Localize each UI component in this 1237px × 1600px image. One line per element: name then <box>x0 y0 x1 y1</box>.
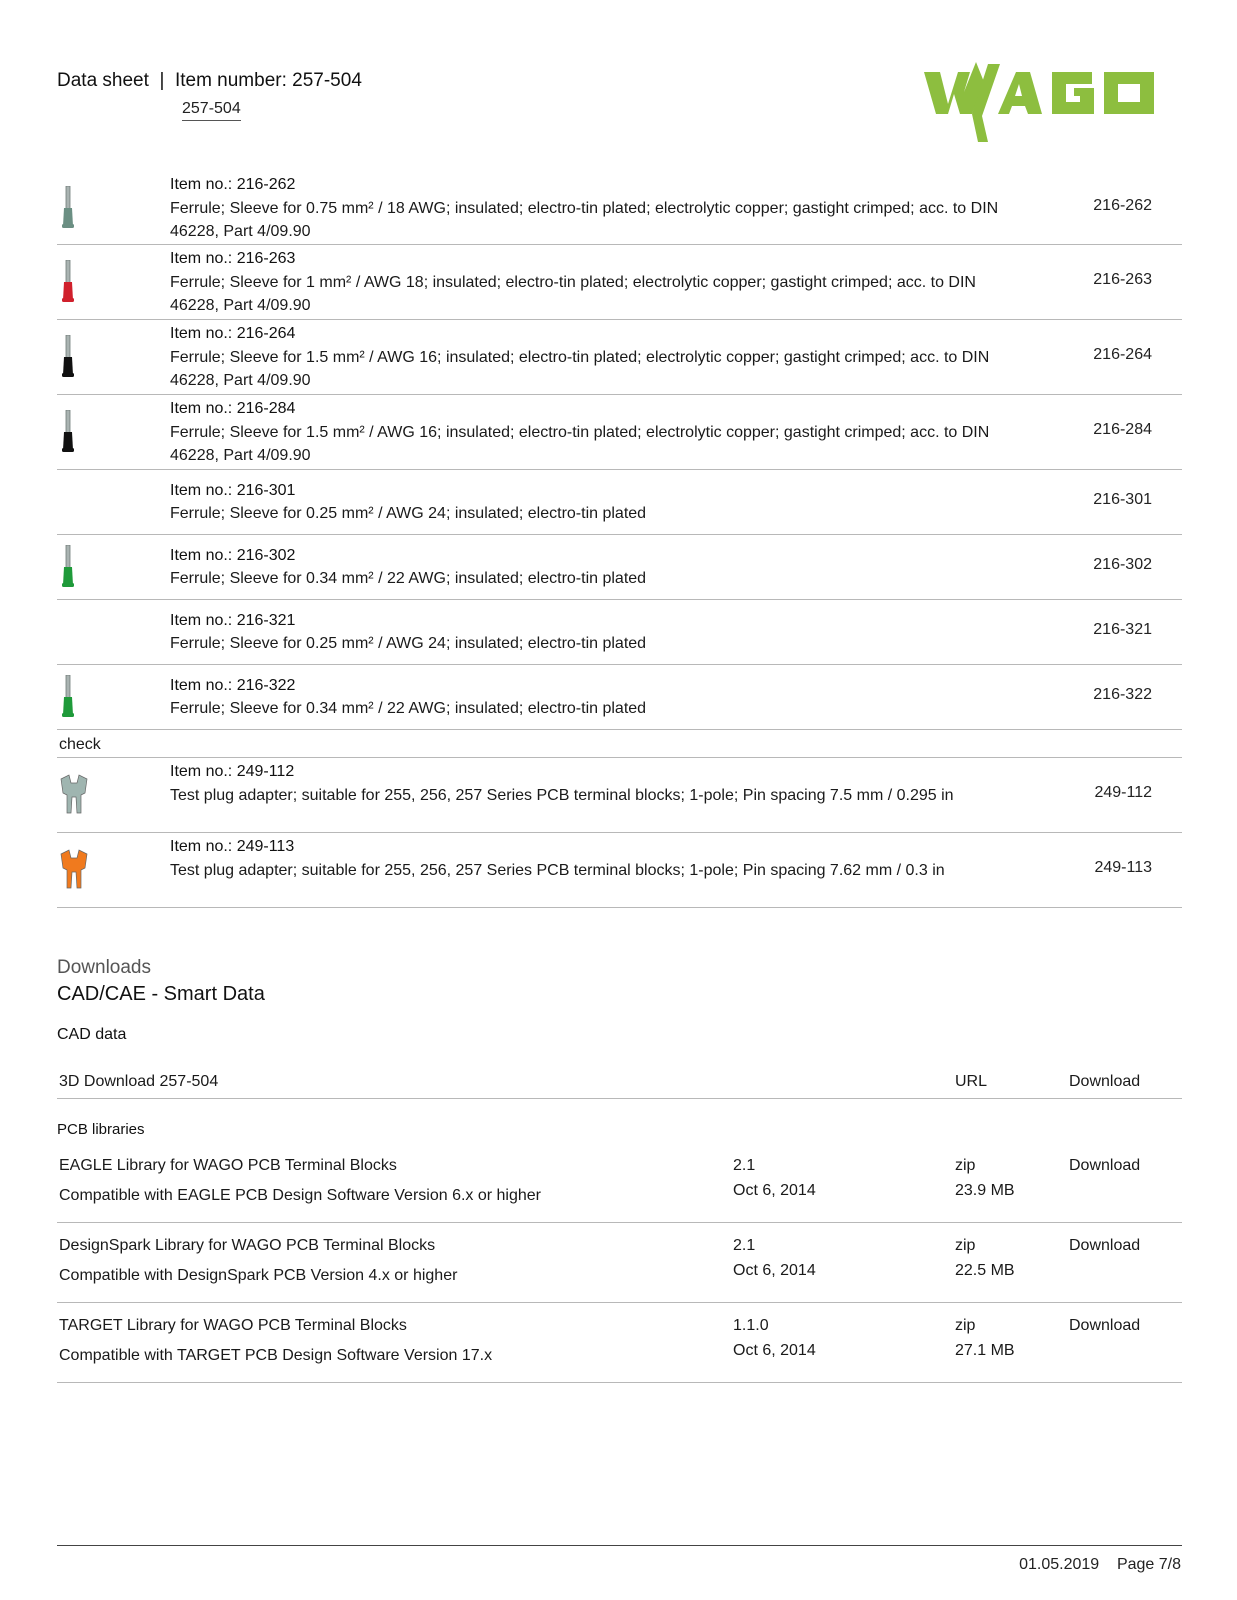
item-number-link[interactable]: 257-504 <box>182 100 241 121</box>
accessory-description-cell <box>170 535 1000 591</box>
pcb-libraries-label: PCB libraries <box>57 1121 145 1138</box>
accessory-item-number[interactable]: Item no.: 216-321 <box>170 611 296 629</box>
accessory-description: Test plug adapter; suitable for 255, 256, 257 Series PCB terminal blocks; 1-pole; Pin spacing 7.5 mm / 0.295 in <box>170 786 954 804</box>
accessory-item-number[interactable]: Item no.: 216-322 <box>170 676 296 694</box>
accessory-description-cell <box>170 833 1000 882</box>
footer-page-number: Page 7/8 <box>1116 1556 1181 1573</box>
test-plug-gray-icon <box>57 773 97 822</box>
pcb-library-download-button[interactable]: Download <box>1069 1237 1141 1254</box>
accessory-code[interactable]: 216-264 <box>1093 346 1152 363</box>
pcb-library-date: Oct 6, 2014 <box>733 1182 816 1199</box>
pcb-library-row <box>57 1158 1182 1223</box>
accessory-row <box>57 245 1182 320</box>
accessory-row <box>57 833 1182 908</box>
cad-data-label: CAD data <box>57 1026 127 1043</box>
accessories-table <box>57 171 1182 908</box>
pcb-library-filetype: zip <box>955 1317 976 1334</box>
page-title: Data sheet | Item number: 257-504 <box>57 70 362 91</box>
footer-date: 01.05.2019 <box>1019 1556 1100 1573</box>
accessory-description: Ferrule; Sleeve for 1.5 mm² / AWG 16; insulated; electro-tin plated; electrolytic copper; gastight crimped; acc. to DIN 46228, Part 4/09.90 <box>170 348 990 389</box>
check-section-label: check <box>57 730 1182 758</box>
accessory-item-number[interactable]: Item no.: 216-263 <box>170 250 296 267</box>
accessory-row <box>57 320 1182 395</box>
ferrule-black-icon <box>57 335 97 384</box>
accessory-row <box>57 535 1182 600</box>
cad-download-type: URL <box>955 1073 988 1090</box>
accessory-row <box>57 470 1182 535</box>
footer-divider <box>57 1545 1182 1546</box>
accessory-row <box>57 665 1182 730</box>
pcb-library-name: DesignSpark Library for WAGO PCB Terminal Blocks <box>59 1237 436 1254</box>
cad-download-row <box>57 1052 1182 1099</box>
accessory-description-cell <box>170 395 1000 468</box>
accessory-code[interactable]: 249-113 <box>1094 859 1152 876</box>
accessory-description: Ferrule; Sleeve for 0.25 mm² / AWG 24; insulated; electro-tin plated <box>170 635 647 652</box>
accessory-description: Ferrule; Sleeve for 1.5 mm² / AWG 16; insulated; electro-tin plated; electrolytic copper; gastight crimped; acc. to DIN 46228, Part 4/09.90 <box>170 423 990 464</box>
pcb-library-row <box>57 1303 1182 1383</box>
cad-cae-heading: CAD/CAE - Smart Data <box>57 983 265 1005</box>
ferrule-green-icon <box>57 675 97 724</box>
cad-download-name: 3D Download 257-504 <box>59 1073 219 1090</box>
pcb-library-filetype: zip <box>955 1157 976 1174</box>
test-plug-orange-icon <box>57 848 97 897</box>
pcb-library-filesize: 22.5 MB <box>955 1262 1015 1279</box>
accessory-row <box>57 395 1182 470</box>
pcb-library-version: 2.1 <box>733 1157 756 1174</box>
wago-logo <box>924 58 1181 142</box>
accessory-description-cell <box>170 245 1000 318</box>
pcb-library-description: Compatible with EAGLE PCB Design Software Version 6.x or higher <box>59 1187 542 1204</box>
ferrule-green-icon <box>57 545 97 594</box>
page-footer <box>1019 1556 1181 1574</box>
ferrule-red-icon <box>57 260 97 309</box>
pcb-library-download-button[interactable]: Download <box>1069 1317 1141 1334</box>
accessory-row <box>57 600 1182 665</box>
accessory-code[interactable]: 216-302 <box>1093 556 1152 573</box>
accessory-description-cell <box>170 171 1000 244</box>
accessory-item-number[interactable]: Item no.: 216-284 <box>170 400 296 417</box>
accessory-description: Test plug adapter; suitable for 255, 256, 257 Series PCB terminal blocks; 1-pole; Pin spacing 7.62 mm / 0.3 in <box>170 861 945 879</box>
pcb-library-row <box>57 1223 1182 1303</box>
accessory-description-cell <box>170 758 1000 807</box>
accessory-code[interactable]: 216-263 <box>1093 271 1152 288</box>
accessory-item-number[interactable]: Item no.: 249-112 <box>170 763 295 780</box>
cad-download-button[interactable]: Download <box>1069 1073 1141 1090</box>
accessory-item-number[interactable]: Item no.: 216-262 <box>170 176 296 193</box>
ferrule-black-icon <box>57 410 97 459</box>
pcb-library-filetype: zip <box>955 1237 976 1254</box>
accessory-item-number[interactable]: Item no.: 216-301 <box>170 481 296 499</box>
accessory-item-number[interactable]: Item no.: 216-264 <box>170 325 296 342</box>
pcb-library-date: Oct 6, 2014 <box>733 1342 816 1359</box>
pcb-library-name: TARGET Library for WAGO PCB Terminal Blocks <box>59 1317 407 1334</box>
accessory-item-number[interactable]: Item no.: 249-113 <box>170 838 295 855</box>
pcb-library-date: Oct 6, 2014 <box>733 1262 816 1279</box>
pcb-library-version: 1.1.0 <box>733 1317 769 1334</box>
accessory-description-cell <box>170 320 1000 393</box>
pcb-library-version: 2.1 <box>733 1237 756 1254</box>
downloads-heading: Downloads <box>57 957 151 978</box>
accessory-description: Ferrule; Sleeve for 0.34 mm² / 22 AWG; insulated; electro-tin plated <box>170 700 647 717</box>
page-header <box>57 70 362 117</box>
accessory-code[interactable]: 216-262 <box>1093 196 1152 214</box>
pcb-library-filesize: 27.1 MB <box>955 1342 1015 1359</box>
accessory-code[interactable]: 216-322 <box>1093 686 1152 703</box>
accessory-code[interactable]: 216-301 <box>1093 491 1152 508</box>
accessory-code[interactable]: 216-284 <box>1093 421 1152 438</box>
accessory-description-cell <box>170 600 1000 656</box>
accessory-row <box>57 171 1182 245</box>
accessory-item-number[interactable]: Item no.: 216-302 <box>170 546 296 564</box>
accessory-description: Ferrule; Sleeve for 1 mm² / AWG 18; insulated; electro-tin plated; electrolytic copper; gastight crimped; acc. to DIN 46228, Part 4/09.90 <box>170 273 976 314</box>
pcb-library-description: Compatible with DesignSpark PCB Version 4.x or higher <box>59 1267 458 1284</box>
accessory-code[interactable]: 216-321 <box>1093 621 1152 638</box>
accessory-description: Ferrule; Sleeve for 0.75 mm² / 18 AWG; insulated; electro-tin plated; electrolytic copper; gastight crimped; acc. to DIN 46228, Part 4/09.90 <box>170 199 999 240</box>
pcb-library-name: EAGLE Library for WAGO PCB Terminal Blocks <box>59 1157 397 1174</box>
accessory-description-cell <box>170 665 1000 721</box>
pcb-library-filesize: 23.9 MB <box>955 1182 1015 1199</box>
pcb-library-description: Compatible with TARGET PCB Design Software Version 17.x <box>59 1347 493 1364</box>
ferrule-gray-icon <box>57 186 97 235</box>
accessory-description: Ferrule; Sleeve for 0.25 mm² / AWG 24; insulated; electro-tin plated <box>170 505 647 522</box>
accessory-description: Ferrule; Sleeve for 0.34 mm² / 22 AWG; insulated; electro-tin plated <box>170 570 647 587</box>
downloads-section <box>57 957 1182 1383</box>
pcb-library-download-button[interactable]: Download <box>1069 1157 1141 1174</box>
accessory-description-cell <box>170 470 1000 526</box>
accessory-row <box>57 758 1182 833</box>
accessory-code[interactable]: 249-112 <box>1094 784 1152 801</box>
